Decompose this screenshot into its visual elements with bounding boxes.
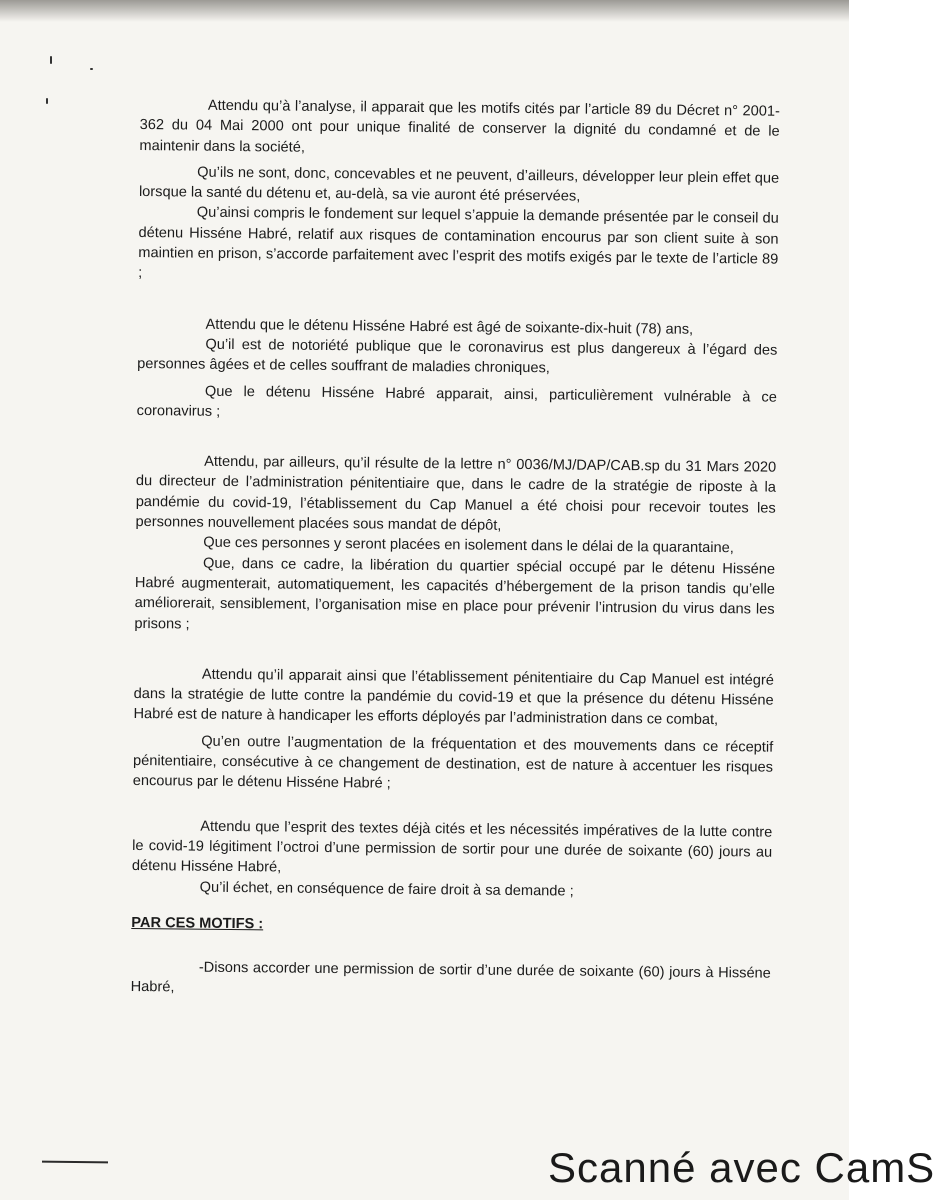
paragraph: Qu’il est de notoriété publique que le coronavirus est plus dangereux à l’égard des personnes âgées et de celles souffrant de maladies chroniques, [137,336,778,377]
paragraph: Qu’en outre l’augmentation de la fréquentation et des mouvements dans ce réceptif pénitentiaire, consécutive à ce changement de destination, est de nature à accentuer les risques encourus par le détenu Hisséne Habré ; [132,733,774,792]
paragraph: Que, dans ce cadre, la libération du quartier spécial occupé par le détenu Hisséne Habré augmenterait, automatiquement, les capacités d’hébergement de la prison tandis qu’elle améliorerait, sensiblement, l’organisation mise en place pour prévenir l’intrusion du virus dans les prisons ; [134,555,776,633]
scan-speck [46,98,48,104]
paragraph: Que le détenu Hisséne Habré apparait, ainsi, particulièrement vulnérable à ce coronavirus ; [136,383,777,420]
bottom-rule [42,1161,108,1164]
paragraph: Qu’il échet, en conséquence de faire droit à sa demande ; [199,879,574,900]
paragraph: Attendu qu’il apparait ainsi que l’établissement pénitentiaire du Cap Manuel est intégré dans la stratégie de lutte contre la pandémie du covid-19 et que la présence du détenu Hisséne Habré est de nature à handicaper les efforts déployés par l’administration dans ce combat, [133,666,774,729]
scan-speck [50,56,52,64]
scan-speck [90,68,93,70]
paragraph: Attendu qu’à l’analyse, il apparait que les motifs cités par l’article 89 du Décret n° 2001-362 du 04 Mai 2000 ont pour unique finalité de conserver la dignité du condamné et de le maintenir dans la société, [139,97,780,156]
paragraph: -Disons accorder une permission de sortir d’une durée de soixante (60) jours à Hisséne Habré, [130,959,771,996]
section-heading: PAR CES MOTIFS : [131,914,264,933]
paragraph: Attendu que le détenu Hisséne Habré est âgé de soixante-dix-huit (78) ans, [205,316,694,338]
paragraph: Que ces personnes y seront placées en isolement dans le délai de la quarantaine, [203,535,734,557]
paragraph: Attendu, par ailleurs, qu’il résulte de la lettre n° 0036/MJ/DAP/CAB.sp du 31 Mars 2020 du directeur de l’administration pénitentiaire que, dans le cadre de la stratégie de riposte à la pandémie du covid-19, l’établissement du Cap Manuel a été choisi pour recevoir toutes les personnes nouvellement placées sous mandat de dépôt, [135,453,777,534]
scanner-watermark: Scanné avec CamS [548,1144,935,1191]
scan-edge-shadow [0,0,849,22]
paragraph: Qu’ainsi compris le fondement sur lequel s’appuie la demande présentée par le conseil du détenu Hisséne Habré, relatif aux risques de contamination encourus par son client suite à son maintien en prison, s’accorde parfaitement avec l’esprit des motifs exigés par le texte de l’article 89 ; [138,205,779,282]
paragraph: Qu’ils ne sont, donc, concevables et ne peuvent, d’ailleurs, développer leur plein effet que lorsque la santé du détenu et, au-delà, sa vie auront été préservées, [138,164,780,205]
document-body [131,95,780,1004]
paragraph: Attendu que l’esprit des textes déjà cités et les nécessités impératives de la lutte contre le covid-19 légitiment l’octroi d’une permission de sortir pour une durée de soixante (60) jours au détenu Hisséne Habré, [131,818,773,876]
